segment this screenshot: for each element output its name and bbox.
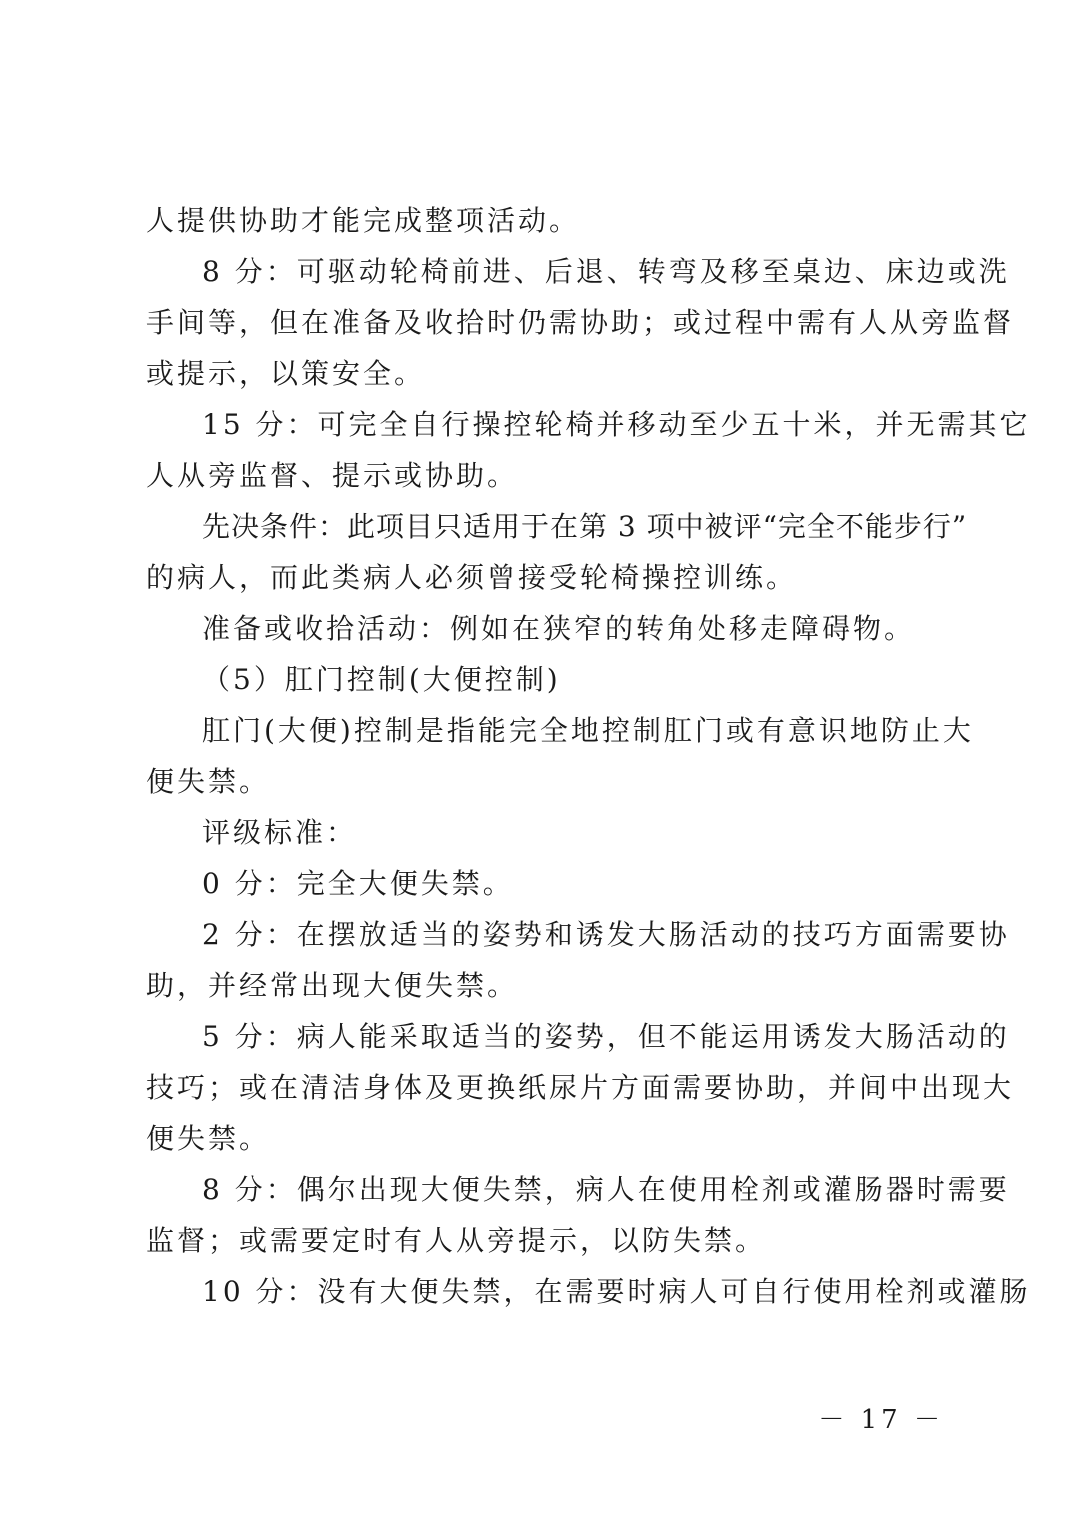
text-line: 8 分：可驱动轮椅前进、后退、转弯及移至桌边、床边或洗	[202, 255, 1010, 288]
text-line: 先决条件：此项目只适用于在第 3 项中被评“完全不能步行”	[202, 510, 968, 543]
text-line: 便失禁。	[146, 1122, 271, 1155]
text-line: 肛门(大便)控制是指能完全地控制肛门或有意识地防止大	[202, 714, 974, 747]
text-line: 5 分：病人能采取适当的姿势，但不能运用诱发大肠活动的	[202, 1020, 1010, 1053]
text-line: 人提供协助才能完成整项活动。	[146, 204, 581, 237]
text-line: 或提示，以策安全。	[146, 357, 426, 390]
text-line: 评级标准：	[202, 816, 358, 849]
text-line: 监督；或需要定时有人从旁提示，以防失禁。	[146, 1224, 767, 1257]
text-line: 的病人，而此类病人必须曾接受轮椅操控训练。	[146, 561, 798, 594]
text-line: 10 分：没有大便失禁，在需要时病人可自行使用栓剂或灌肠	[202, 1275, 1031, 1308]
text-line: 人从旁监督、提示或协助。	[146, 459, 519, 492]
text-line: 助，并经常出现大便失禁。	[146, 969, 519, 1002]
text-line: 技巧；或在清洁身体及更换纸尿片方面需要协助，并间中出现大	[146, 1071, 1015, 1104]
text-line: 便失禁。	[146, 765, 271, 798]
document-body	[146, 195, 1031, 1317]
section-heading: （5）肛门控制(大便控制)	[202, 663, 561, 696]
text-line: 0 分：完全大便失禁。	[202, 867, 514, 900]
text-line: 准备或收拾活动：例如在狭窄的转角处移走障碍物。	[202, 612, 916, 645]
text-line: 8 分：偶尔出现大便失禁，病人在使用栓剂或灌肠器时需要	[202, 1173, 1010, 1206]
text-line: 2 分：在摆放适当的姿势和诱发大肠活动的技巧方面需要协	[202, 918, 1010, 951]
page-number: － 17 －	[818, 1405, 944, 1435]
text-line: 手间等，但在准备及收拾时仍需协助；或过程中需有人从旁监督	[146, 306, 1015, 339]
text-line: 15 分：可完全自行操控轮椅并移动至少五十米，并无需其它	[202, 408, 1031, 441]
